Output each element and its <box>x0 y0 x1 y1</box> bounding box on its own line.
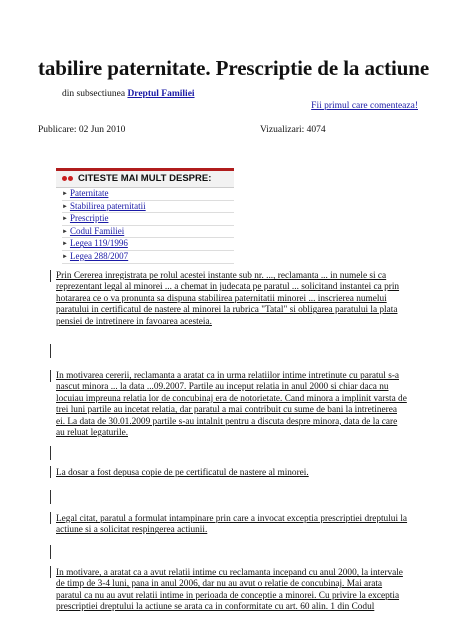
arrow-right-icon: ► <box>62 241 68 248</box>
paragraph-line: hotararea ce o va pronunta sa dispuna stabilirea paternitatii minorei ... inscrierea numelui <box>56 293 387 304</box>
paragraph-line: nascut minora ... la data ...09.2007. Partile au inceput relatia in anul 2000 si chiar daca nu <box>56 382 389 393</box>
body-paragraph <box>56 271 440 328</box>
related-heading <box>56 171 234 188</box>
arrow-right-icon: ► <box>62 216 68 223</box>
paragraph-line: pensiei de intretinere in favoarea acesteia. <box>56 316 212 327</box>
body-paragraph <box>56 514 440 537</box>
paragraph-marker <box>50 490 51 504</box>
body-paragraph <box>56 468 440 479</box>
paragraph-line: actiune si a solicitat respingerea actiunii. <box>56 525 208 536</box>
paragraph-marker <box>50 545 51 559</box>
related-list <box>56 188 234 264</box>
paragraph-line: In motivare, a aratat ca a avut relatii intime cu reclamanta incepand cu anul 2000, la intervale <box>56 568 403 578</box>
related-item[interactable] <box>62 213 234 226</box>
related-heading-text: CITESTE MAI MULT DESPRE: <box>78 173 212 184</box>
arrow-right-icon: ► <box>62 228 68 235</box>
paragraph-line: au reluat legaturile. <box>56 428 129 439</box>
paragraph-line: Legal citat, paratul a formulat intampinare prin care a invocat exceptia prescriptiei dreptului la <box>56 514 408 524</box>
paragraph-marker <box>50 344 51 358</box>
paragraph-marker <box>50 566 51 578</box>
related-item-label[interactable]: Codul Familiei <box>69 225 125 236</box>
paragraph-line: paratului in certificatul de nastere al minorei la rubrica "Tatal" si obligarea paratului la plata <box>56 305 398 316</box>
paragraph-line: trei luni partile au incetat relatia, dar paratul a mai contribuit cu sume de bani la intretinerea <box>56 405 397 416</box>
related-item-label[interactable]: Legea 288/2007 <box>69 250 129 261</box>
related-item[interactable] <box>62 188 234 201</box>
paragraph-line: reprezentant legal al minorei ... a chemat in judecata pe paratul ... solicitand instantei ca prin <box>56 282 400 293</box>
paragraph-marker <box>50 512 51 524</box>
body-paragraph <box>56 568 440 614</box>
related-item-label[interactable]: Paternitate <box>69 188 109 198</box>
paragraph-marker <box>50 466 51 478</box>
source-prefix: din subsectiunea <box>62 89 126 99</box>
source-line <box>62 89 195 99</box>
related-item-label[interactable]: Prescriptie <box>69 213 109 224</box>
view-count: Vizualizari: 4074 <box>260 125 326 135</box>
body-paragraph <box>56 371 440 439</box>
arrow-right-icon: ► <box>62 191 68 197</box>
paragraph-line: paratul ca nu au avut relatii intime in perioada de conceptie a minorei. Cu privire la exceptia <box>56 590 400 601</box>
related-topics-box <box>56 168 234 264</box>
paragraph-line: prescriptiei dreptului la actiune se arata ca in conformitate cu art. 60 alin. 1 din Codul <box>56 602 375 613</box>
arrow-right-icon: ► <box>62 203 68 210</box>
related-item[interactable] <box>62 201 234 214</box>
dots-icon <box>62 175 74 183</box>
paragraph-line: Prin Cererea inregistrata pe rolul acestei instante sub nr. ..., reclamanta ... in numele si ca <box>56 271 387 281</box>
related-item-label[interactable]: Legea 119/1996 <box>69 238 128 249</box>
article-title: tabilire paternitate. Prescriptie de la actiune <box>38 56 430 80</box>
related-item[interactable] <box>62 238 234 251</box>
paragraph-line: ei. La data de 30.01.2009 partile s-au intalnit pentru a discuta despre minora, data de la care <box>56 416 398 427</box>
paragraph-line: In motivarea cererii, reclamanta a aratat ca in urma relatiilor intime intretinute cu paratul s-a <box>56 371 400 381</box>
paragraph-line: locuiau impreuna relatia lor de concubinaj era de notorietate. Cand minora a implinit varsta de <box>56 393 407 404</box>
first-comment-link[interactable]: Fii primul care comenteaza! <box>311 101 418 111</box>
publish-date: Publicare: 02 Jun 2010 <box>38 125 126 135</box>
paragraph-line: La dosar a fost depusa copie de pe certificatul de nastere al minorei. <box>56 468 309 478</box>
paragraph-marker <box>50 370 51 382</box>
paragraph-line: de timp de 3-4 luni, pana in anul 2006, dar nu au avut o relatie de concubinaj. Mai arata <box>56 579 383 590</box>
related-item[interactable] <box>62 226 234 239</box>
paragraph-marker <box>50 446 51 460</box>
paragraph-marker <box>50 270 51 282</box>
related-item-label[interactable]: Stabilirea paternitatii <box>69 200 146 211</box>
arrow-right-icon: ► <box>62 253 68 260</box>
related-item[interactable] <box>62 251 234 264</box>
category-link[interactable]: Dreptul Familiei <box>127 89 195 99</box>
